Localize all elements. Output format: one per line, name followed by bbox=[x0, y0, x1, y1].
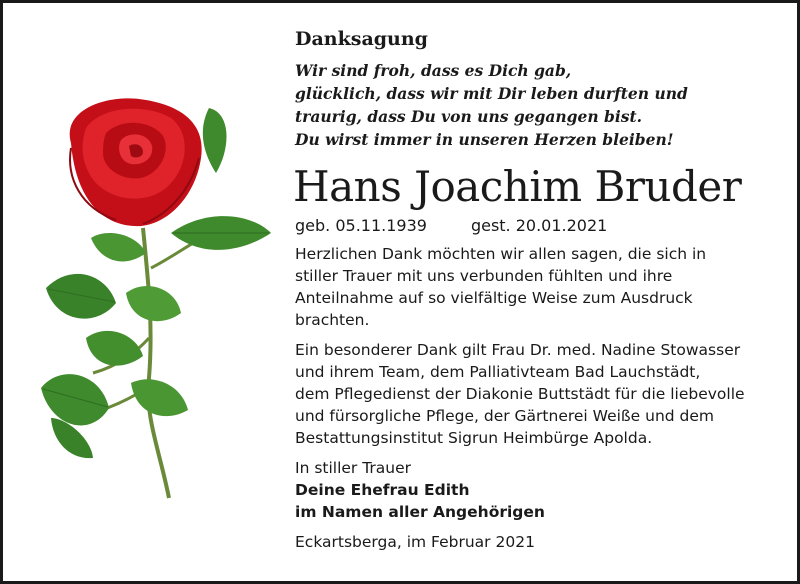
paragraph-line: und ihrem Team, dem Palliativteam Bad Lauchstädt, bbox=[295, 363, 701, 381]
paragraph-line: Ein besonderer Dank gilt Frau Dr. med. Nadine Stowasser bbox=[295, 341, 741, 359]
paragraph-line: und fürsorgliche Pflege, der Gärtnerei Weiße und dem bbox=[295, 407, 715, 425]
paragraph-line: stiller Trauer mit uns verbunden fühlten und ihre bbox=[295, 267, 673, 285]
place-date: Eckartsberga, im Februar 2021 bbox=[295, 533, 535, 551]
sign-intro: In stiller Trauer bbox=[295, 459, 412, 477]
poem-line: traurig, dass Du von uns gegangen bist. bbox=[295, 107, 643, 126]
heading: Danksagung bbox=[295, 28, 428, 50]
paragraph-line: brachten. bbox=[295, 311, 370, 329]
special-thanks-paragraph bbox=[295, 339, 785, 449]
poem-line: Du wirst immer in unseren Herzen bleiben! bbox=[295, 130, 674, 149]
life-dates bbox=[295, 215, 785, 237]
red-rose-image bbox=[31, 88, 281, 508]
signature-block bbox=[295, 457, 785, 523]
death-date: gest. 20.01.2021 bbox=[470, 216, 608, 235]
paragraph-line: Anteilnahme auf so vielfältige Weise zum Ausdruck bbox=[295, 289, 693, 307]
poem-line: glücklich, dass wir mit Dir leben durften und bbox=[295, 84, 688, 103]
paragraph-line: Bestattungsinstitut Sigrun Heimbürge Apolda. bbox=[295, 429, 653, 447]
poem-line: Wir sind froh, dass es Dich gab, bbox=[295, 61, 572, 80]
sign-family: im Namen aller Angehörigen bbox=[295, 503, 545, 521]
deceased-name: Hans Joachim Bruder bbox=[293, 162, 742, 211]
birth-date: geb. 05.11.1939 bbox=[295, 216, 427, 235]
obituary-text bbox=[295, 25, 785, 553]
sign-name: Deine Ehefrau Edith bbox=[295, 481, 470, 499]
poem bbox=[295, 59, 785, 151]
paragraph-line: Herzlichen Dank möchten wir allen sagen, die sich in bbox=[295, 245, 707, 263]
thanks-paragraph bbox=[295, 243, 785, 331]
paragraph-line: dem Pflegedienst der Diakonie Buttstädt für die liebevolle bbox=[295, 385, 745, 403]
